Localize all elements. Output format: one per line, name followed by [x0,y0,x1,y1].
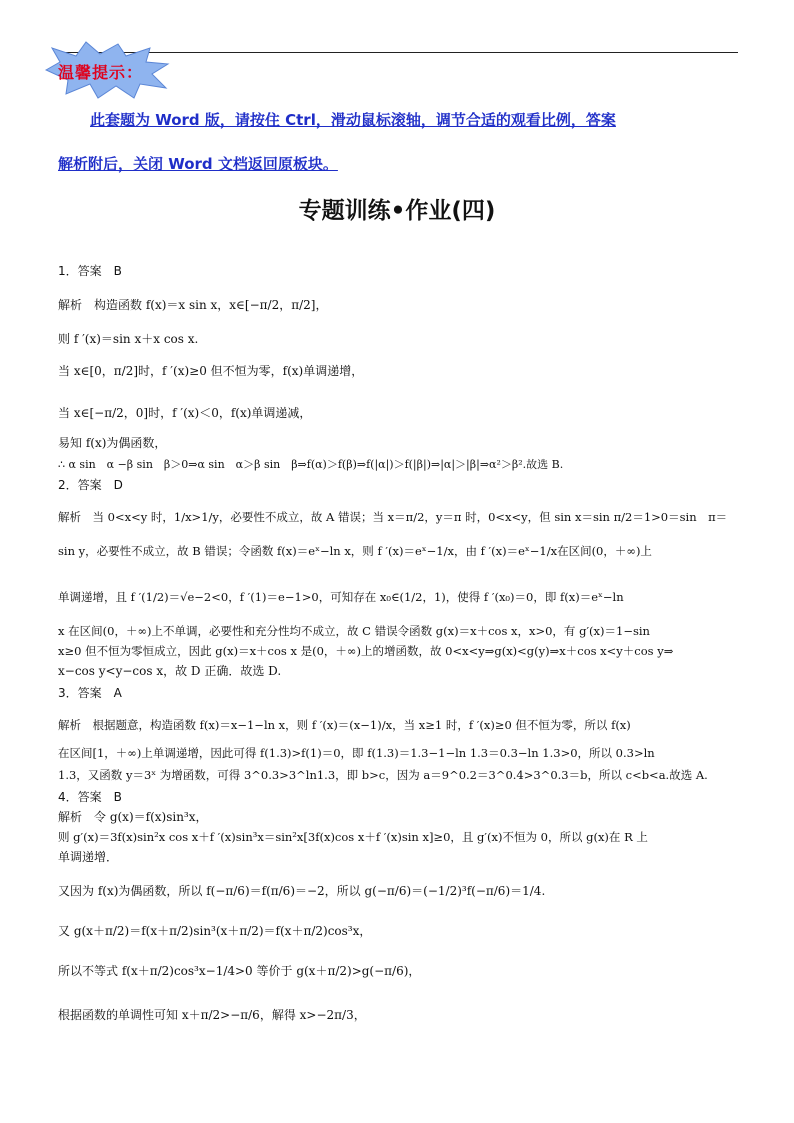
q1-answer: 1．答案 B [58,264,122,278]
q1-analysis: 解析 构造函数 f(x)＝x sin x，x∈[−π/2，π/2]， [58,298,328,312]
q3-line: 在区间[1，＋∞)上单调递增，因此可得 f(1.3)>f(1)＝0，即 f(1.3)＝1.3−1−ln 1.3＝0.3−ln 1.3>0，所以 0.3>ln [58,746,655,760]
q2-line: x≥0 但不恒为零恒成立，因此 g(x)＝x＋cos x 是(0，＋∞)上的增函数，故 0<x<y⇒g(x)<g(y)⇒x＋cos x<y＋cos y⇒ [58,644,674,658]
q3-answer: 3．答案 A [58,686,122,700]
q1-line: 当 x∈[−π/2，0]时，f ′(x)＜0，f(x)单调递减， [58,406,312,420]
q4-line: 又 g(x＋π/2)＝f(x＋π/2)sin³(x＋π/2)＝f(x＋π/2)cos³x， [58,924,372,938]
tip-line-2: 解析附后，关闭 Word 文档返回原板块。 [58,155,338,173]
q4-line: 根据函数的单调性可知 x＋π/2>−π/6，解得 x>−2π/3， [58,1008,366,1022]
q4-line: 又因为 f(x)为偶函数，所以 f(−π/6)＝f(π/6)＝−2，所以 g(−π/6)＝(−1/2)³f(−π/6)＝1/4. [58,884,546,898]
q3-analysis: 解析 根据题意，构造函数 f(x)＝x−1−ln x，则 f ′(x)＝(x−1)/x，当 x≥1 时，f ′(x)≥0 但不恒为零，所以 f(x) [58,718,631,732]
q1-conclusion: ∴ α sin α −β sin β＞0⇒α sin α＞β sin β⇒f(α)＞f(β)⇒f(|α|)＞f(|β|)⇒|α|＞|β|⇒α²＞β².故选 B. [58,458,564,471]
q1-line: 当 x∈[0，π/2]时，f ′(x)≥0 但不恒为零，f(x)单调递增， [58,364,364,378]
q3-line: 1.3，又函数 y＝3ˣ 为增函数，可得 3^0.3>3^ln1.3，即 b>c，因为 a＝9^0.2＝3^0.4>3^0.3＝b，所以 c<b<a.故选 A. [58,768,708,782]
q4-line: 则 g′(x)＝3f(x)sin²x cos x＋f ′(x)sin³x＝sin²x[3f(x)cos x＋f ′(x)sin x]≥0，且 g′(x)不恒为 0，所以 g(x)在 R 上 [58,830,648,844]
q2-answer: 2．答案 D [58,478,123,492]
q2-line: 单调递增，且 f ′(1/2)＝√e−2<0，f ′(1)＝e−1>0，可知存在 x₀∈(1/2，1)，使得 f ′(x₀)＝0，即 f(x)＝eˣ−ln [58,590,624,604]
q4-line: 所以不等式 f(x＋π/2)cos³x−1/4>0 等价于 g(x＋π/2)>g(−π/6)， [58,964,421,978]
tip-paragraph [58,98,738,186]
page-title: 专题训练•作业(四) [298,198,496,224]
q2-line: x 在区间(0，＋∞)上不单调，必要性和充分性均不成立，故 C 错误令函数 g(x)＝x＋cos x，x>0，有 g′(x)＝1−sin [58,624,650,638]
q4-analysis: 解析 令 g(x)＝f(x)sin³x， [58,810,208,824]
banner-label: 温馨提示： [58,63,144,82]
q4-line: 单调递增． [58,850,119,864]
q2-line: sin y，必要性不成立，故 B 错误；令函数 f(x)＝eˣ−ln x，则 f ′(x)＝eˣ−1/x，由 f ′(x)＝eˣ−1/x在区间(0，＋∞)上 [58,544,652,558]
q2-analysis: 解析 当 0<x<y 时，1/x>1/y，必要性不成立，故 A 错误；当 x＝π/2，y＝π 时，0<x<y，但 sin x＝sin π/2＝1>0＝sin π＝ [58,510,728,524]
q1-line: 易知 f(x)为偶函数， [58,436,167,450]
q2-conclusion: x−cos y<y−cos x，故 D 正确．故选 D. [58,664,282,678]
q4-answer: 4．答案 B [58,790,122,804]
q1-line: 则 f ′(x)＝sin x＋x cos x. [58,332,199,346]
tip-line-1: 此套题为 Word 版，请按住 Ctrl，滑动鼠标滚轴，调节合适的观看比例，答案 [90,111,616,129]
